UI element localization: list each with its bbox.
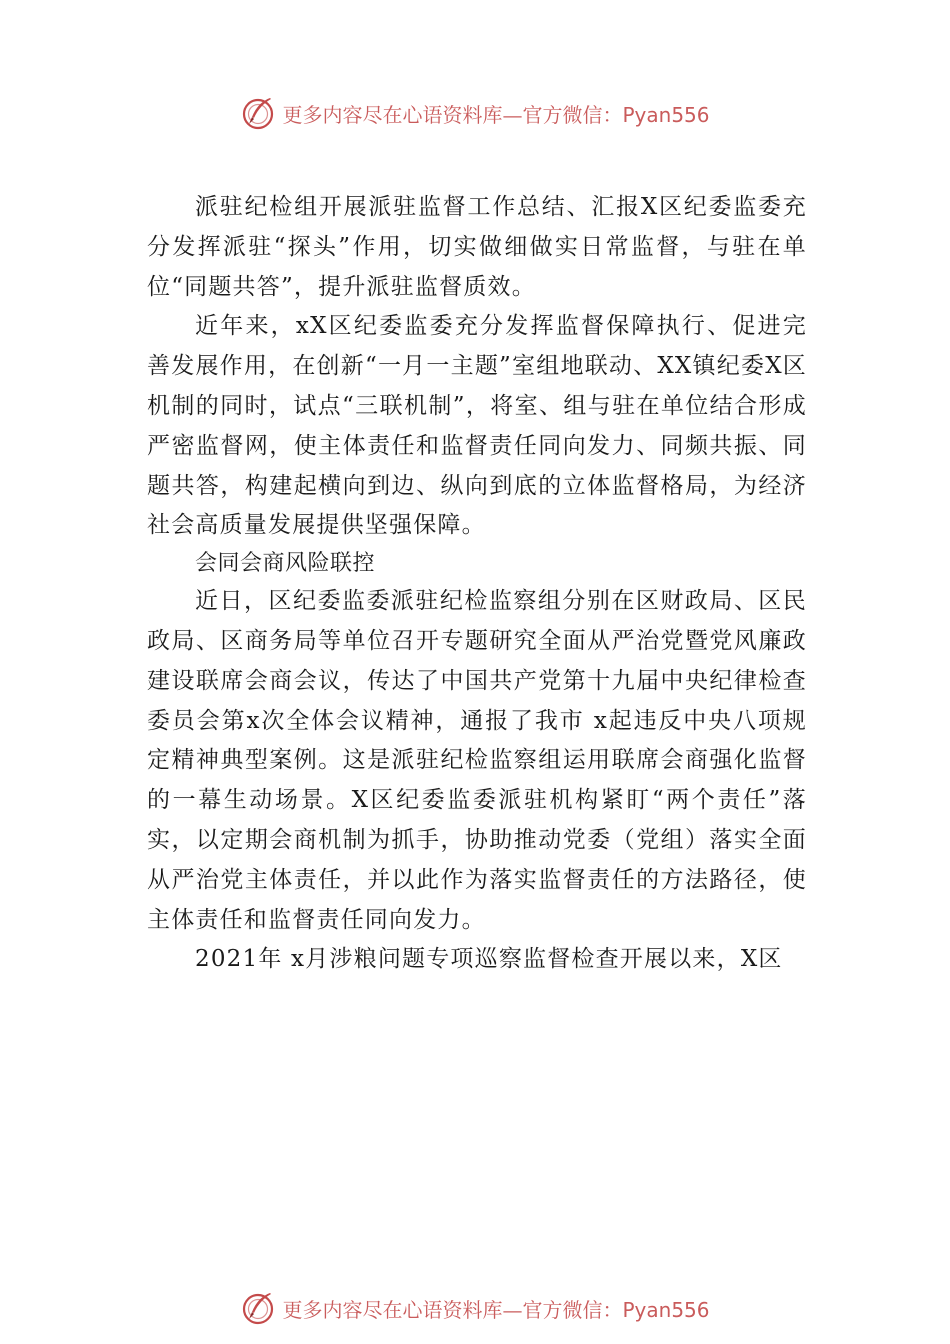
watermark-bottom (0, 1288, 950, 1328)
paragraph-2: 近年来，xX区纪委监委充分发挥监督保障执行、促进完善发展作用，在创新“一月一主题”室组地联动、XX镇纪委X区机制的同时，试点“三联机制”，将室、组与驻在单位结合形成严密监督网，使主体责任和监督责任同向发力、同频共振、同题共答，构建起横向到边、纵向到底的立体监督格局，为经济社会高质量发展提供坚强保障。 (147, 313, 807, 539)
watermark-label: 官方微信： (522, 1297, 623, 1322)
document-body (147, 188, 807, 980)
paragraph-1: 派驻纪检组开展派驻监督工作总结、汇报X区纪委监委充分发挥派驻“探头”作用，切实做细做实日常监督，与驻在单位“同题共答”，提升派驻监督质效。 (147, 194, 807, 300)
paragraph-3: 近日，区纪委监委派驻纪检监察组分别在区财政局、区民政局、区商务局等单位召开专题研究全面从严治党暨党风廉政建设联席会商会议，传达了中国共产党第十九届中央纪律检查委员会第x次全体会议精神，通报了我市 x起违反中央八项规定精神典型案例。这是派驻纪检监察组运用联席会商强化监督的一幕生动场景。X区纪委监委派驻机构紧盯“两个责任”落实，以定期会商机制为抓手，协助推动党委（党组）落实全面从严治党主体责任，并以此作为落实监督责任的方法路径，使主体责任和监督责任同向发力。 (147, 588, 807, 933)
quill-pen-icon (240, 95, 276, 131)
watermark-main: 更多内容尽在心语资料库 (282, 102, 503, 127)
watermark-id: Pyan556 (622, 102, 710, 127)
quill-pen-icon (240, 1290, 276, 1326)
section-heading: 会同会商风险联控 (195, 551, 376, 577)
watermark-text (282, 1294, 709, 1323)
watermark-sep: — (502, 1297, 523, 1322)
watermark-label: 官方微信： (522, 102, 623, 127)
watermark-main: 更多内容尽在心语资料库 (282, 1297, 503, 1322)
watermark-id: Pyan556 (622, 1297, 710, 1322)
paragraph-4: 2021年 x月涉粮问题专项巡察监督检查开展以来，X区 (195, 946, 783, 973)
watermark-text (282, 99, 709, 128)
watermark-sep: — (502, 102, 523, 127)
watermark-top (0, 93, 950, 133)
